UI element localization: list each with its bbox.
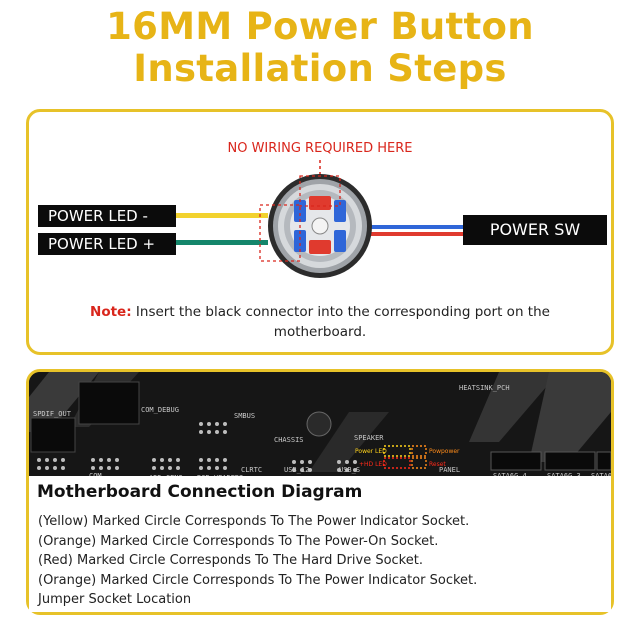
mb-label-hd-led: +HD LED <box>359 461 387 468</box>
diagram-line: (Orange) Marked Circle Corresponds To The Power Indicator Socket. <box>38 572 478 588</box>
mb-label-com-debug: COM_DEBUG <box>141 406 179 414</box>
diagram-line: Jumper Socket Location <box>38 592 192 607</box>
no-wiring-label: NO WIRING REQUIRED HERE <box>227 141 413 156</box>
mb-label-spdif: SPDIF_OUT <box>33 410 71 418</box>
power-led-minus-label: POWER LED - <box>38 205 176 227</box>
power-led-plus-label: POWER LED + <box>38 233 176 255</box>
sata-port-3 <box>545 452 595 470</box>
mb-label-heatsink: HEATSINK_PCH <box>459 384 510 392</box>
diagram-line: (Red) Marked Circle Corresponds To The Hard Drive Socket. <box>38 553 423 568</box>
green-wire <box>170 240 268 245</box>
diagram-lines <box>38 512 477 610</box>
mb-label-reset: Reset <box>429 461 446 468</box>
page-title-line-1: 16MM Power Button <box>106 5 534 48</box>
mb-label-usb-12: USB_12 <box>284 466 310 474</box>
mb-label-usb-s: USB_S <box>339 466 361 474</box>
mb-label-powpower: Powpower <box>429 448 460 455</box>
sata-port-4 <box>491 452 541 470</box>
note-label: Note: <box>90 304 132 320</box>
yellow-wire <box>170 213 268 218</box>
note-text <box>60 302 580 342</box>
diagram-line: (Yellow) Marked Circle Corresponds To The Power Indicator Socket. <box>38 514 470 529</box>
power-button-icon <box>268 174 372 278</box>
mb-label-power-led: Power LED <box>355 448 387 455</box>
diagram-line: (Orange) Marked Circle Corresponds To The Power-On Socket. <box>38 533 439 549</box>
red-wire <box>370 232 465 236</box>
mb-label-clrtc: CLRTC <box>241 466 263 474</box>
page-title-line-2: Installation Steps <box>133 47 507 90</box>
mb-label-speaker: SPEAKER <box>354 434 384 442</box>
mb-label-smbus: SMBUS <box>234 412 256 420</box>
note-body: Insert the black connector into the corresponding port on the motherboard. <box>131 304 550 340</box>
chassis-fan-icon <box>307 412 331 436</box>
diagram-title: Motherboard Connection Diagram <box>37 482 363 502</box>
spdif-connector <box>31 418 75 452</box>
mb-label-chassis: CHASSIS <box>274 436 304 444</box>
mb-label-panel: PANEL <box>439 466 461 474</box>
blue-wire <box>370 225 465 229</box>
diagram-info-card <box>29 476 611 612</box>
power-sw-label: POWER SW <box>463 215 607 245</box>
